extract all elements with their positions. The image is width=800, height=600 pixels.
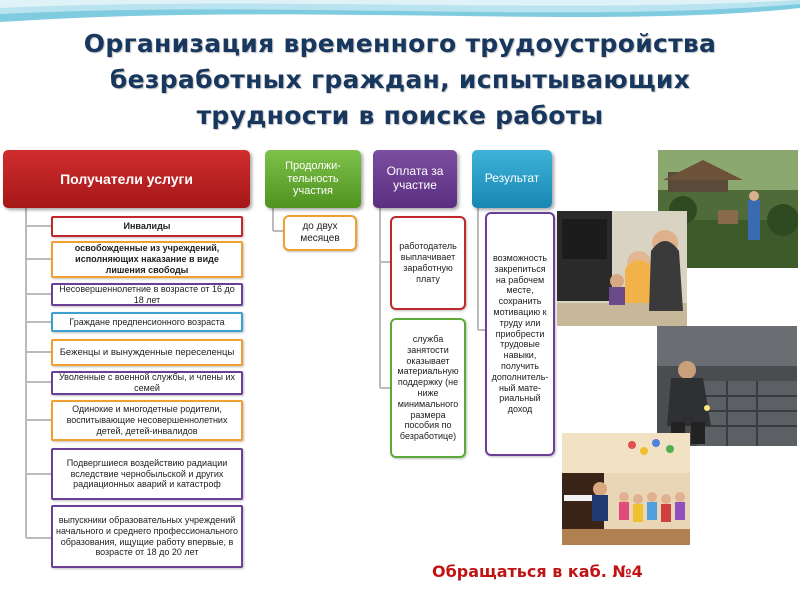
contact-note: Обращаться в каб. №4 — [432, 562, 643, 581]
payment-employer: работодатель выплачивает заработную плату — [390, 216, 466, 310]
recipient-item: Несовершеннолетние в возрасте от 16 до 18 лет — [51, 283, 243, 306]
header-payment: Оплата за участие — [373, 150, 457, 208]
music-class-photo — [562, 433, 690, 545]
title-line-2: безработных граждан, испытывающих — [109, 65, 691, 94]
recipient-item: Уволенные с военной службы, и члены их семей — [51, 371, 243, 395]
header-result: Результат — [472, 150, 552, 208]
header-duration: Продолжи-тельность участия — [265, 150, 361, 208]
duration-value: до двух месяцев — [283, 215, 357, 251]
recipient-item: Подвергшиеся воздействию радиации вследствие чернобыльской и других радиационных аварий и катастроф — [51, 448, 243, 500]
recipient-item: Инвалиды — [51, 216, 243, 237]
recipient-item: выпускники образовательных учреждений начального и среднего профессионального образования, ищущие работу впервые, в возрасте от 18 до 20 лет — [51, 505, 243, 568]
result-text: возможность закрепиться на рабочем месте, сохранить мотивацию к труду или приобрести трудовые навыки, получить дополнитель-ный мате-риальный доход — [485, 212, 555, 456]
computer-class-photo — [557, 211, 687, 326]
title-line-3: трудности в поиске работы — [196, 101, 604, 130]
payment-service: служба занятости оказывает материальную поддержку (не ниже минимального размера пособия по безработице) — [390, 318, 466, 458]
header-recipients: Получатели услуги — [3, 150, 250, 208]
welder-photo — [657, 326, 797, 446]
title-line-1: Организация временного трудоустройства — [83, 29, 717, 58]
recipient-item: Граждане предпенсионного возраста — [51, 312, 243, 332]
recipient-item: Одинокие и многодетные родители, воспитывающие несовершеннолетних детей, детей-инвалидов — [51, 400, 243, 441]
recipient-item: Беженцы и вынужденные переселенцы — [51, 339, 243, 366]
recipient-item: освобожденные из учреждений, исполняющих наказание в виде лишения свободы — [51, 241, 243, 278]
